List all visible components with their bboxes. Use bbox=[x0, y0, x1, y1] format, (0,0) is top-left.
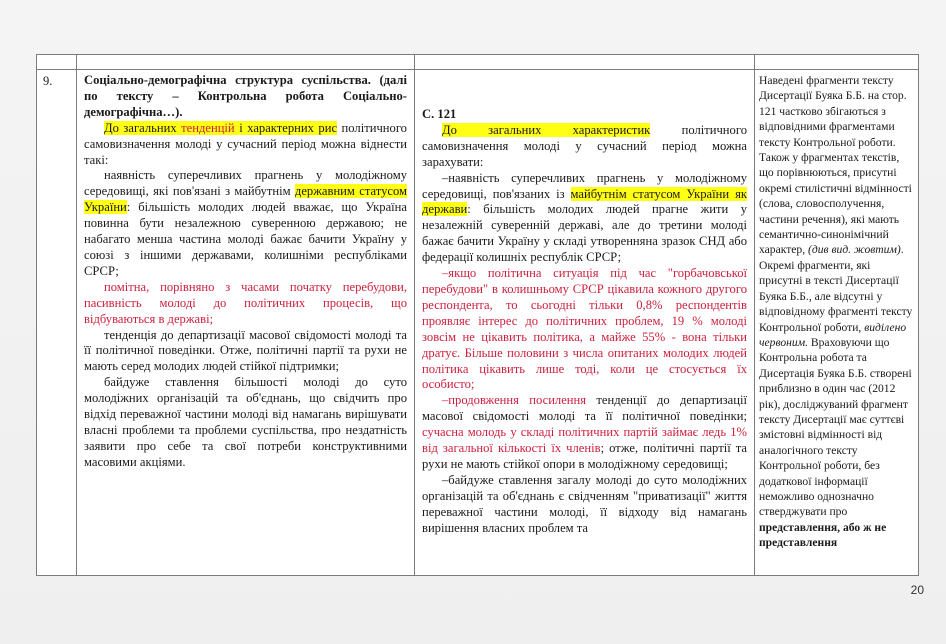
work-title: Соціально-демографічна структура суспільства. (далі по тексту – Контрольна робота Соціально-демографічна…). bbox=[84, 73, 407, 119]
work-paragraph-5: байдуже ставлення більшості молоді до суто молодіжних організацій та об'єднань, що свідчить про відхід переважної частини молоді від намагань вирішувати власні проблеми та проблеми суспільства, про нездатність заявити про себе та свої потреби конструктивними масовими акціями. bbox=[84, 375, 407, 469]
row-number: 9. bbox=[43, 74, 53, 88]
header-cell-conclusion bbox=[755, 55, 919, 70]
dissertation-paragraph-5: –байдуже ставлення загалу молоді до суто молодіжних організацій та об'єднань є свідченням "приватизації" життя переважної частини молоді, її відходу від намагань вирішення власних проблем та bbox=[422, 472, 747, 535]
table-row bbox=[37, 70, 919, 576]
row-number-cell bbox=[37, 70, 77, 576]
work-paragraph-3: помітна, порівняно з часами початку перебудови, пасивність молоді до політичних процесів, що відбуваються в державі; bbox=[84, 279, 407, 326]
dissertation-paragraph-2: –наявність суперечливих прагнень у молодіжному середовищі, пов'язаних із майбутнім статусом України як держави: більшість молодих людей прагне жити у незалежній суверенній державі, але до третини молоді бажає бачити Україну у складі утворенняна зразок СНД або федерації колишніх республік СРСР; bbox=[422, 170, 747, 265]
table-header-row bbox=[37, 55, 919, 70]
header-cell-dissertation bbox=[415, 55, 755, 70]
work-paragraph-1: До загальних тенденцій і характерних рис політичного самовизначення молоді у сучасний період можна віднести такі: bbox=[84, 120, 407, 167]
work-paragraph-4: тенденція до департизації масової свідомості молоді та її політичної поведінки. Отже, політичні партії та рухи не мають серед молодих людей стійкої підтримки; bbox=[84, 327, 407, 374]
dissertation-page-ref: С. 121 bbox=[422, 107, 457, 121]
dissertation-paragraph-4: –продовження посилення тенденції до департизації масової свідомості молоді та її політичної поведінки; сучасна молодь у складі політичних партій займає ледь 1% від загальної кількості їх членів; отже, політичні партії та рухи не мають стійкої опори в молодіжному середовищі; bbox=[422, 393, 747, 471]
page-number: 20 bbox=[910, 583, 924, 597]
header-cell-work bbox=[77, 55, 415, 70]
work-text-cell bbox=[77, 70, 415, 576]
dissertation-paragraph-1: До загальних характеристик політичного самовизначення молоді у сучасний період можна зарахувати: bbox=[422, 122, 747, 169]
dissertation-paragraph-3: –якщо політична ситуація під час "горбачовської перебудови" в колишньому СРСР цікавила кожного другого респондента, то сьогодні тільки 0,8% респондентів проявляє інтерес до політичних проблем, 19 % молоді зовсім не цікавить політика, а майже 55% - вона тільки дратує. Більше половини з числа опитаних молодих людей політика цікавить лише тоді, коли це стосується їх особисто; bbox=[422, 266, 747, 392]
header-cell-number bbox=[37, 55, 77, 70]
conclusion-text: Наведені фрагменти тексту Дисертації Буяка Б.Б. на стор. 121 частково збігаються з відповідними фрагментами тексту Контрольної роботи. Також у фрагментах текстів, що порівнюються, присутні окремі стилістичні відмінності (слова, словосполучення, частини речення), які мають семантично-синонімічний характер, (див вид. жовтим). Окремі фрагменти, які присутні в тексті Дисертації Буяка Б.Б., але відсутні у відповідному фрагменті тексту Контрольної роботи, виділено червоним. Враховуючи що Контрольна робота та Дисертація Буяка Б.Б. створені приблизно в один час (2012 рік), досліджуваний фрагмент тексту Дисертації має суттєві змістовні відмінності від аналогічного тексту Контрольної роботи, без додаткової інформації неможливо однозначно стверджувати про представлення, або ж не представлення bbox=[759, 74, 913, 550]
comparison-table bbox=[36, 54, 919, 576]
work-paragraph-2: наявність суперечливих прагнень у молодіжному середовищі, які пов'язані з майбутнім державним статусом України: більшість молодих людей вважає, що Україна повинна бути незалежною суверенною державою; не набагато менша частина молоді бажає бачити Україну у союзі з іншими державами, колишніми республіками СРСР; bbox=[84, 168, 407, 278]
dissertation-text-cell bbox=[415, 70, 755, 576]
conclusion-cell bbox=[755, 70, 919, 576]
